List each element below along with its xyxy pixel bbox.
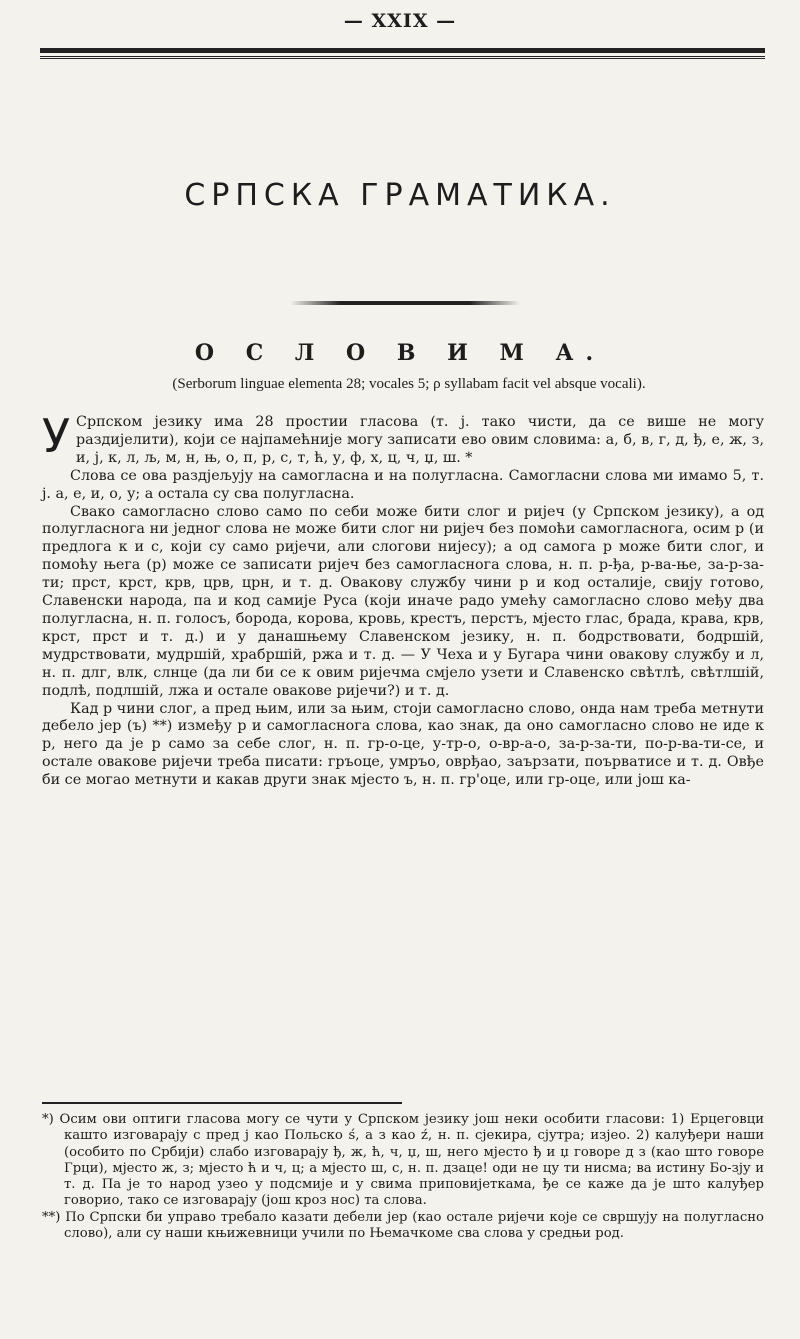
body-text bbox=[42, 409, 764, 790]
paragraph-text: Српском језику има 28 простии гласова (т. ј. тако чисти, да се више не могу раздијелити), који се најпамећније могу записати ево овим словима: а, б, в, г, д, ђ, е, ж, з, и, ј, к, л, љ, м, н, њ, о, п, р, с, т, ћ, у, ф, х, ц, ч, џ, ш. * bbox=[76, 414, 764, 466]
latin-subheading: (Serborum linguae elementa 28; vocales 5; ρ syllabam facit vel absque vocali). bbox=[172, 376, 646, 392]
footnote: **) По Српски би управо требало казати дебели јер (као остале ријечи које се свршују на полугласно слово), али су наши књижевници учили по Њемачкоме сва слова у средњи род. bbox=[42, 1209, 764, 1242]
paragraph: Свако самогласно слово само по себи може бити слог и ријеч (у Српском језику), а од полугласнога ни једног слова не може бити слог ни ријеч без помоћи самогласнога, осим р (и предлога к и с, који су само ријечи, али слогови нијесу); а од самога р може бити слог, и помоћу њега (р) може се записати ријеч без самогласнога слова, н. п. р-ђа, р-ва-ње, за-р-за-ти; прст, крст, крв, црв, црн, и т. д. Овакову службу чини р и код осталије, свију готово, Славенски народа, па и код самије Руса (који иначе радо умећу самогласно слово међу два полугласна, н. п. голосъ, борода, корова, кровь, крестъ, перстъ, мјесто глас, брада, крава, крв, крст, прст и т. д.) и у данашњему Славенском језику, н. п. бодрствовати, бодршій, мудрствовати, мудршій, храбршій, ржа и т. д. — У Чеха и у Бугара чини овакову службу и л, н. п. длг, влк, слнце (да ли би се к овим ријечма смјело узети и Славенско свѣтлѣ, свѣтлшій, подлѣ, подлшій, лжа и остале овакове ријечи?) и т. д. bbox=[42, 503, 764, 699]
paragraph: Кад р чини слог, а пред њим, или за њим, стоји самогласно слово, онда нам треба метнути дебело јер (ъ) **) између р и самогласнога слова, као знак, да оно самогласно слово не иде к р, него да је р само за себе слог, н. п. гр-о-це, у-тр-о, о-вр-а-о, за-р-за-ти, по-р-ва-ти-се, и остале овакове ријечи треба писати: гръоце, умръо, оврђао, заързати, поърватисе и т. д. Овђе би се могао метнути и какав други знак мјесто ъ, н. п. гр'оце, или гр-оце, или још ка- bbox=[42, 700, 764, 789]
footnotes bbox=[42, 1112, 764, 1242]
paragraph bbox=[42, 409, 764, 468]
section-title: О С Л О В И М А. bbox=[194, 340, 606, 366]
footnote: *) Осим ови оптиги гласова могу се чути у Српском језику још неки особити гласови: 1) Ерцеговци кашто изговарају с пред ј као Польско ś, а з као ź, н. п. сјекира, сјутра; изјео. 2) калуђери наши (особито по Србији) слабо изговарају ђ, ж, ћ, ч, џ, ш, него мјесто ђ и џ говоре д з (као што говоре Грци), мјесто ж, з; мјесто ћ и ч, ц; а мјесто ш, с, н. п. дзаце! оди не цу ти нисма; ва истину Бо-зју и т. д. Па је то народ узео у подсмије и у свима приповијеткама, ђе се каже да је што калуђер говорио, тако се изговарају (још кроз нос) та слова. bbox=[42, 1112, 764, 1209]
drop-capital: У bbox=[42, 409, 71, 463]
paragraph: Слова се ова раздјељују на самогласна и на полугласна. Самогласни слова ми имамо 5, т. ј. а, е, и, о, у; а остала су сва полугласна. bbox=[42, 467, 764, 502]
page-number: — XXIX — bbox=[343, 10, 457, 32]
header-rule bbox=[40, 48, 765, 57]
ornamental-rule bbox=[290, 301, 520, 305]
book-title: СРПСКА ГРАМАТИКА. bbox=[184, 178, 616, 213]
footnote-rule bbox=[42, 1102, 402, 1104]
